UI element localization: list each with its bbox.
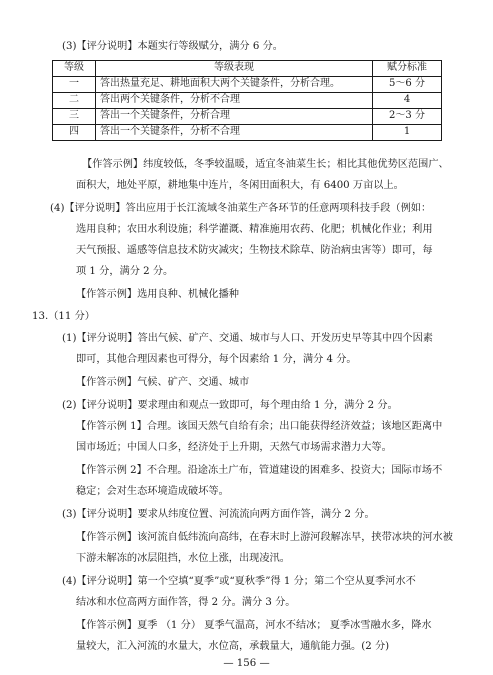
q13-1-example: 【作答示例】气候、矿产、交通、城市 (76, 377, 250, 388)
q3-scoring-note: (3)【评分说明】本题实行等级赋分，满分 6 分。 (62, 41, 283, 52)
page-number: — 156 — (223, 658, 270, 669)
table-header-performance: 等级表现 (96, 61, 373, 77)
table-row (53, 93, 442, 109)
table-row (53, 125, 442, 141)
table-cell-performance: 答出热量充足、耕地面积大两个关键条件，分析合理。 (96, 77, 373, 93)
q13-2-example2-line2: 稳定；会对生态环境造成破坏等。 (76, 486, 229, 497)
table-cell-score: 4 (373, 93, 442, 109)
q13-4-example-line1: 【作答示例】夏季 （1 分） 夏季气温高，河水不结冰； 夏季冰雪融水多，降水 (76, 620, 432, 631)
q13-3-example-line2: 下游未解冻的冰层阻挡，水位上涨，出现凌汛。 (76, 553, 290, 564)
q13-2-example1-line2: 国市场近；中国人口多，经济处于上升期，天然气市场需求潜力大等。 (76, 442, 392, 453)
table-header-score: 赋分标准 (373, 61, 442, 77)
grading-table (52, 60, 442, 141)
table-cell-score: 5～6 分 (373, 77, 442, 93)
table-cell-level: 二 (53, 93, 96, 109)
table-cell-performance: 答出一个关键条件，分析不合理 (96, 125, 373, 141)
q3-example-line2: 面积大，地处平原，耕地集中连片，冬闲田面积大，有 6400 万亩以上。 (76, 180, 404, 191)
q13-3-scoring: (3)【评分说明】要求从纬度位置、河流流向两方面作答，满分 2 分。 (62, 509, 375, 520)
table-cell-score: 2～3 分 (373, 109, 442, 125)
question-13-heading: 13.（11 分） (32, 311, 95, 322)
table-cell-level: 一 (53, 77, 96, 93)
q3-example-line1: 【作答示例】纬度较低，冬季较温暖，适宜冬油菜生长；相比其他优势区范围广、 (82, 159, 449, 170)
table-row (53, 109, 442, 125)
q4-scoring-line3: 天气预报、遥感等信息技术防灾减灾；生物技术除草、防治病虫害等）即可，每 (76, 245, 433, 256)
q13-2-example1-line1: 【作答示例 1】合理。该国天然气自给有余；出口能获得经济效益；该地区距离中 (76, 421, 443, 432)
table-cell-score: 1 (373, 125, 442, 141)
q4-scoring-line4: 项 1 分，满分 2 分。 (76, 266, 174, 277)
table-cell-level: 四 (53, 125, 96, 141)
q13-3-example-line1: 【作答示例】该河流自低纬流向高纬，在春末时上游河段解冻早，挟带冰块的河水被 (76, 532, 453, 543)
q13-1-scoring-line2: 即可，其他合理因素也可得分，每个因素给 1 分，满分 4 分。 (76, 354, 357, 365)
q13-2-example2-line1: 【作答示例 2】不合理。沿途冻土广布，管道建设的困难多、投资大；国际市场不 (76, 465, 443, 476)
table-cell-level: 三 (53, 109, 96, 125)
table-header-row (53, 61, 442, 77)
q13-1-scoring-line1: (1)【评分说明】答出气候、矿产、交通、城市与人口、开发历史早等其中四个因素 (62, 333, 433, 344)
table-cell-performance: 答出两个关键条件，分析不合理 (96, 93, 373, 109)
q13-2-scoring: (2)【评分说明】要求理由和观点一致即可，每个理由给 1 分，满分 2 分。 (62, 400, 398, 411)
q13-4-scoring-line1: (4)【评分说明】第一个空填“夏季”或“夏秋季”得 1 分；第二个空从夏季河水不 (62, 576, 416, 587)
q4-scoring-line2: 选用良种；农田水利设施；科学灌溉、精准施用农药、化肥；机械化作业；利用 (76, 224, 433, 235)
q4-scoring-line1: (4)【评分说明】答出应用于长江流域冬油菜生产各环节的任意两项科技手段（例如： (50, 203, 432, 214)
table-header-level: 等级 (53, 61, 96, 77)
table-row (53, 77, 442, 93)
q13-4-scoring-line2: 结冰和水位高两方面作答，得 2 分。满分 3 分。 (76, 597, 296, 608)
q4-example: 【作答示例】选用良种、机械化播种 (76, 289, 239, 300)
q13-4-example-line2: 量较大，汇入河流的水量大，水位高，承载量大，通航能力强。(2 分) (76, 641, 390, 652)
table-cell-performance: 答出一个关键条件，分析合理 (96, 109, 373, 125)
